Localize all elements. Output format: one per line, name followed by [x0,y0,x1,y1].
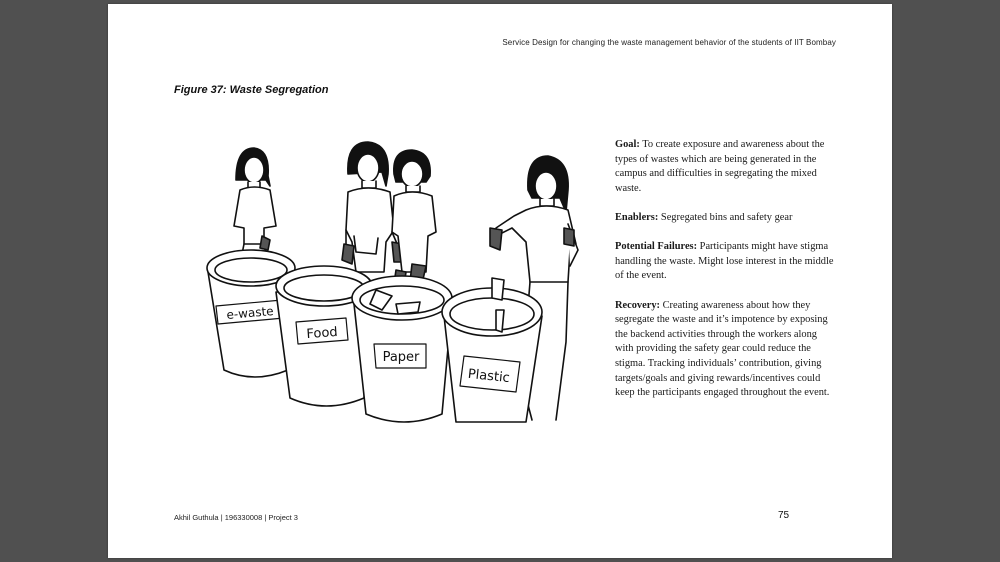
person-left [234,148,276,254]
bin-label-e-waste: e-waste [225,303,275,323]
failures-paragraph [615,240,835,284]
bin-label-food: Food [306,324,339,343]
enablers-label: Enablers: [615,211,659,223]
person-middle-right [392,150,436,286]
failures-label: Potential Failures: [615,241,698,253]
description-text-block [615,138,835,415]
bin-plastic [442,278,542,422]
failures-text: Participants might have stigma handling the waste. Might lose interest in the middle of the event. [615,241,834,282]
recovery-paragraph [615,299,835,401]
bin-label-plastic: Plastic [467,366,511,387]
enablers-paragraph [615,211,835,226]
waste-segregation-illustration [196,132,586,424]
goal-label: Goal: [615,139,640,150]
bin-label-paper: Paper [382,350,420,365]
document-page [108,4,892,558]
figure-caption: Figure 37: Waste Segregation [174,84,329,96]
recovery-text: Creating awareness about how they segregate the waste and it’s impotence by exposing the backend activities through the workers along with providing the safety gear could reduce the stigma. Tracking individuals’ contribution, giving targets/goals and giving rewards/incentives could keep the participants engaged throughout the event. [615,299,830,399]
footer-author-info: Akhil Guthula | 196330008 | Project 3 [174,513,298,522]
page-number: 75 [778,510,790,521]
goal-text: To create exposure and awareness about the types of wastes which are being generated in the campus and difficulties in segregating the mixed waste. [615,139,825,194]
running-header: Service Design for changing the waste management behavior of the students of IIT Bombay [502,38,836,47]
bin-paper [352,276,452,422]
recovery-label: Recovery: [615,299,660,311]
enablers-text: Segregated bins and safety gear [658,211,793,223]
goal-paragraph [615,138,835,196]
